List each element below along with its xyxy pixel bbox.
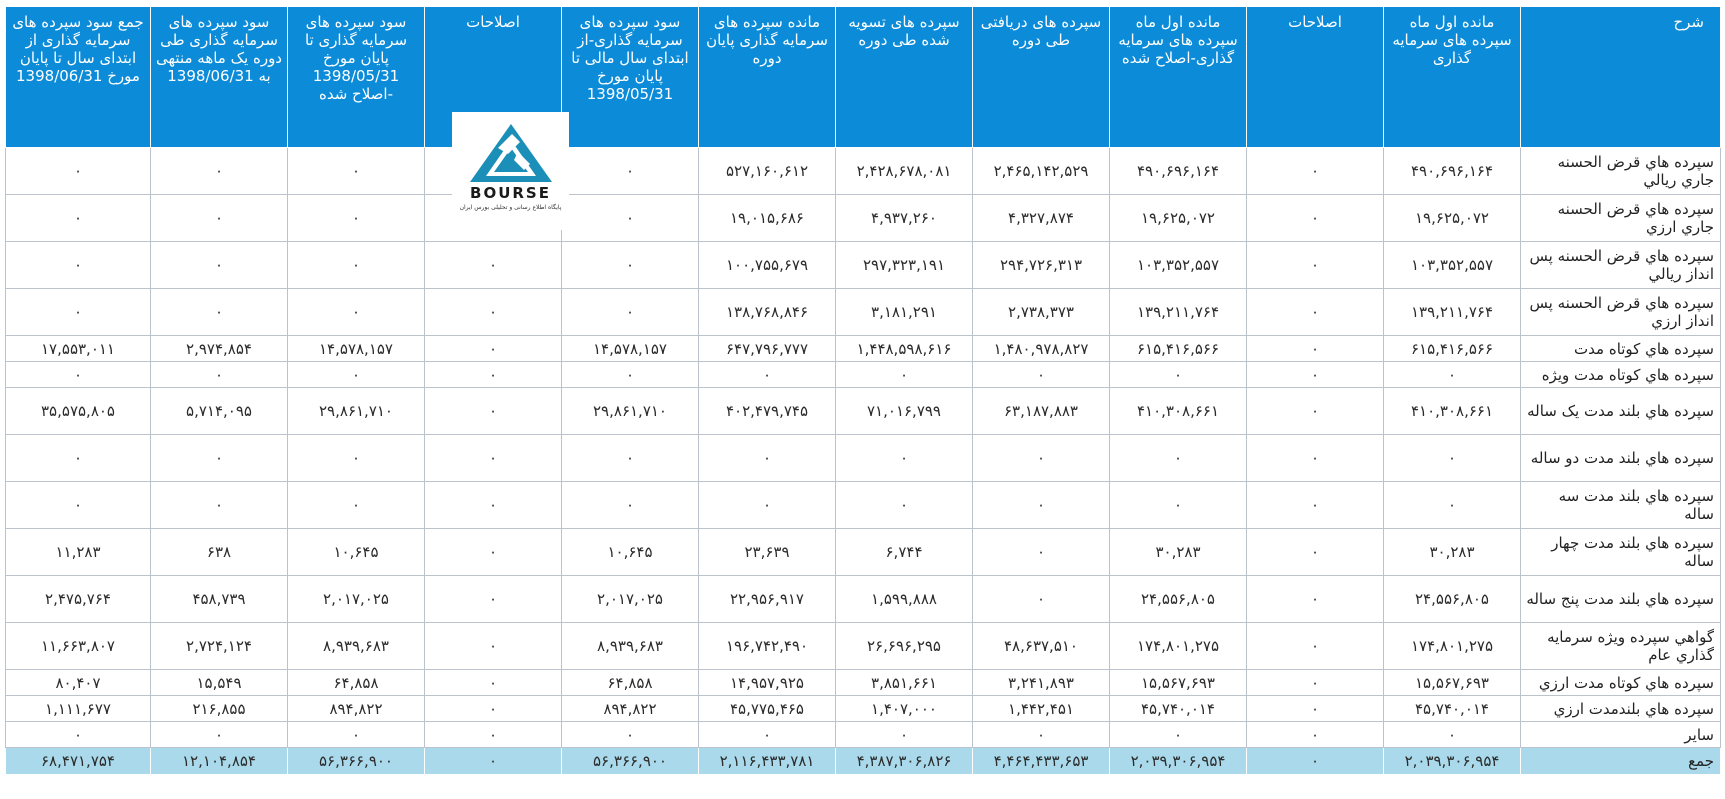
row-description: سپرده هاي بلند مدت يک ساله [1521,388,1721,435]
table-cell: ۰ [425,388,562,435]
row-description: سپرده هاي بلند مدت چهار ساله [1521,529,1721,576]
table-cell: ۰ [1384,435,1521,482]
table-cell: ۰ [562,362,699,388]
table-cell: ۰ [836,435,973,482]
investment-deposits-table [5,6,1721,775]
table-row [6,722,1721,748]
total-cell: ۰ [425,748,562,775]
table-cell: ۰ [973,482,1110,529]
table-cell: ۱۰۰,۷۵۵,۶۷۹ [699,242,836,289]
table-cell: ۰ [1247,336,1384,362]
table-cell: ۰ [425,670,562,696]
table-cell: ۴۸,۶۳۷,۵۱۰ [973,623,1110,670]
table-row [6,362,1721,388]
table-cell: ۰ [425,623,562,670]
table-cell: ۲,۷۲۴,۱۲۴ [151,623,288,670]
table-cell: ۰ [973,722,1110,748]
column-header: سپرده های دریافتی طی دوره [973,7,1110,148]
table-cell: ۶۳,۱۸۷,۸۸۳ [973,388,1110,435]
table-cell: ۱۱,۶۶۳,۸۰۷ [6,623,151,670]
total-cell: ۴,۴۶۴,۴۳۳,۶۵۳ [973,748,1110,775]
table-cell: ۷۱,۰۱۶,۷۹۹ [836,388,973,435]
table-row [6,289,1721,336]
table-cell: ۶۴,۸۵۸ [562,670,699,696]
table-row [6,482,1721,529]
column-header: مانده سپرده های سرمایه گذاری پایان دوره [699,7,836,148]
table-cell: ۳,۲۴۱,۸۹۳ [973,670,1110,696]
table-cell: ۲,۷۳۸,۳۷۳ [973,289,1110,336]
table-cell: ۴۵۸,۷۳۹ [151,576,288,623]
table-cell: ۰ [562,242,699,289]
table-row [6,696,1721,722]
total-cell: ۵۶,۳۶۶,۹۰۰ [288,748,425,775]
column-header: شرح [1521,7,1721,148]
table-cell: ۰ [1247,435,1384,482]
table-row [6,670,1721,696]
table-cell: ۱۵,۵۴۹ [151,670,288,696]
table-cell: ۰ [288,722,425,748]
table-cell: ۰ [1247,388,1384,435]
table-cell: ۰ [562,289,699,336]
table-cell: ۸,۹۳۹,۶۸۳ [562,623,699,670]
table-cell: ۳۰,۲۸۳ [1384,529,1521,576]
table-cell: ۰ [6,195,151,242]
table-cell: ۸,۹۳۹,۶۸۳ [288,623,425,670]
table-cell: ۰ [836,482,973,529]
column-header: سود سپرده های سرمایه گذاری طی دوره یک ماهه منتهی به 1398/06/31 [151,7,288,148]
table-cell: ۲۶,۶۹۶,۲۹۵ [836,623,973,670]
table-cell: ۲,۴۷۵,۷۶۴ [6,576,151,623]
table-cell: ۱,۵۹۹,۸۸۸ [836,576,973,623]
table-cell: ۰ [425,242,562,289]
table-cell: ۱,۴۴۲,۴۵۱ [973,696,1110,722]
table-cell: ۵,۷۱۴,۰۹۵ [151,388,288,435]
table-cell: ۰ [1247,529,1384,576]
column-header: سپرده های تسویه شده طی دوره [836,7,973,148]
table-cell: ۴۰۲,۴۷۹,۷۴۵ [699,388,836,435]
table-cell: ۸۹۴,۸۲۲ [562,696,699,722]
table-cell: ۰ [288,482,425,529]
table-cell: ۰ [425,576,562,623]
table-cell: ۰ [6,722,151,748]
table-cell: ۰ [1110,362,1247,388]
total-cell: ۴,۳۸۷,۳۰۶,۸۲۶ [836,748,973,775]
column-header: سود سپرده های سرمایه گذاری-از ابتدای سال مالی تا پایان مورخ 1398/05/31 [562,7,699,148]
table-cell: ۰ [425,482,562,529]
total-cell: ۵۶,۳۶۶,۹۰۰ [562,748,699,775]
table-cell: ۰ [151,435,288,482]
table-cell: ۰ [288,435,425,482]
table-cell: ۰ [425,336,562,362]
table-cell: ۰ [425,696,562,722]
table-cell: ۲۴,۵۵۶,۸۰۵ [1110,576,1247,623]
column-header: جمع سود سپرده های سرمایه گذاری از ابتدای سال تا پایان مورخ 1398/06/31 [6,7,151,148]
table-cell: ۲۲,۹۵۶,۹۱۷ [699,576,836,623]
table-cell: ۱۹,۶۲۵,۰۷۲ [1110,195,1247,242]
table-cell: ۴۵,۷۴۰,۰۱۴ [1384,696,1521,722]
table-cell: ۰ [562,148,699,195]
table-cell: ۱,۴۰۷,۰۰۰ [836,696,973,722]
table-cell: ۰ [151,242,288,289]
table-cell: ۳,۸۵۱,۶۶۱ [836,670,973,696]
table-row [6,576,1721,623]
table-cell: ۲۹۷,۳۲۳,۱۹۱ [836,242,973,289]
logo-tagline: پایگاه اطلاع رسانی و تحلیلی بورس ایران [459,204,562,211]
table-cell: ۰ [973,529,1110,576]
table-cell: ۱۳۹,۲۱۱,۷۶۴ [1384,289,1521,336]
table-cell: ۰ [562,482,699,529]
table-row [6,435,1721,482]
row-description: سپرده هاي كوتاه مدت ارزي [1521,670,1721,696]
table-cell: ۴۱۰,۳۰۸,۶۶۱ [1110,388,1247,435]
table-cell: ۲,۴۲۸,۶۷۸,۰۸۱ [836,148,973,195]
table-cell: ۰ [973,576,1110,623]
table-cell: ۶۱۵,۴۱۶,۵۶۶ [1110,336,1247,362]
table-row [6,148,1721,195]
table-cell: ۰ [562,435,699,482]
table-cell: ۵۲۷,۱۶۰,۶۱۲ [699,148,836,195]
table-cell: ۱۷۴,۸۰۱,۲۷۵ [1110,623,1247,670]
table-cell: ۰ [973,435,1110,482]
table-cell: ۰ [699,722,836,748]
table-cell: ۰ [151,148,288,195]
table-cell: ۱۷۴,۸۰۱,۲۷۵ [1384,623,1521,670]
table-cell: ۲,۰۱۷,۰۲۵ [562,576,699,623]
row-description: ساير [1521,722,1721,748]
table-cell: ۰ [1247,696,1384,722]
table-cell: ۱۰,۶۴۵ [562,529,699,576]
table-cell: ۶۱۵,۴۱۶,۵۶۶ [1384,336,1521,362]
table-cell: ۱۰۳,۳۵۲,۵۵۷ [1110,242,1247,289]
table-cell: ۰ [1247,670,1384,696]
table-cell: ۰ [151,362,288,388]
table-cell: ۶,۷۴۴ [836,529,973,576]
table-cell: ۱۹۶,۷۴۲,۴۹۰ [699,623,836,670]
table-cell: ۰ [288,289,425,336]
table-cell: ۰ [1247,623,1384,670]
total-label: جمع [1521,748,1721,775]
table-cell: ۳۰,۲۸۳ [1110,529,1247,576]
table-cell: ۰ [699,362,836,388]
table-cell: ۰ [425,289,562,336]
table-cell: ۰ [562,722,699,748]
table-cell: ۰ [6,435,151,482]
table-cell: ۰ [1247,148,1384,195]
table-cell: ۰ [6,482,151,529]
total-cell: ۰ [1247,748,1384,775]
table-cell: ۰ [1110,482,1247,529]
table-cell: ۳,۱۸۱,۲۹۱ [836,289,973,336]
table-cell: ۱۵,۵۶۷,۶۹۳ [1110,670,1247,696]
table-cell: ۱۵,۵۶۷,۶۹۳ [1384,670,1521,696]
table-cell: ۰ [6,148,151,195]
table-cell: ۲۳,۶۳۹ [699,529,836,576]
table-cell: ۴۵,۷۴۰,۰۱۴ [1110,696,1247,722]
row-description: سپرده هاي قرض الحسنه جاري ريالي [1521,148,1721,195]
table-cell: ۴,۳۲۷,۸۷۴ [973,195,1110,242]
table-cell: ۲,۰۱۷,۰۲۵ [288,576,425,623]
column-header: اصلاحات [425,7,562,148]
table-cell: ۲,۹۷۴,۸۵۴ [151,336,288,362]
table-cell: ۰ [1247,576,1384,623]
table-cell: ۰ [1247,289,1384,336]
table-row [6,195,1721,242]
table-cell: ۱۴,۹۵۷,۹۲۵ [699,670,836,696]
table-cell: ۶۴۷,۷۹۶,۷۷۷ [699,336,836,362]
header-row [6,7,1721,148]
total-row [6,748,1721,775]
table-cell: ۲۹,۸۶۱,۷۱۰ [562,388,699,435]
row-description: سپرده هاي بلند مدت پنج ساله [1521,576,1721,623]
total-cell: ۲,۱۱۶,۴۳۳,۷۸۱ [699,748,836,775]
table-cell: ۶۴,۸۵۸ [288,670,425,696]
column-header: اصلاحات [1247,7,1384,148]
column-header: سود سپرده های سرمایه گذاری تا پایان مورخ 1398/05/31 -اصلاح شده [288,7,425,148]
table-cell: ۰ [6,289,151,336]
table-row [6,388,1721,435]
table-cell: ۰ [1384,482,1521,529]
table-cell: ۱۴,۵۷۸,۱۵۷ [562,336,699,362]
table-cell: ۰ [1247,482,1384,529]
table-cell: ۰ [6,242,151,289]
table-cell: ۰ [1384,722,1521,748]
row-description: سپرده هاي قرض الحسنه پس انداز ارزي [1521,289,1721,336]
table-cell: ۱۴,۵۷۸,۱۵۷ [288,336,425,362]
table-cell: ۱,۴۴۸,۵۹۸,۶۱۶ [836,336,973,362]
table-cell: ۰ [425,722,562,748]
table-cell: ۱۷,۵۵۳,۰۱۱ [6,336,151,362]
table-cell: ۱۳۸,۷۶۸,۸۴۶ [699,289,836,336]
table-row [6,529,1721,576]
table-cell: ۰ [151,289,288,336]
table-cell: ۱۰,۶۴۵ [288,529,425,576]
table-cell: ۰ [1110,435,1247,482]
table-cell: ۰ [562,195,699,242]
table-cell: ۲۹,۸۶۱,۷۱۰ [288,388,425,435]
table-cell: ۰ [288,195,425,242]
table-cell: ۸۰,۴۰۷ [6,670,151,696]
table-cell: ۸۹۴,۸۲۲ [288,696,425,722]
table-cell: ۳۵,۵۷۵,۸۰۵ [6,388,151,435]
column-header: مانده اول ماه سپرده های سرمایه گذاری-اصلاح شده [1110,7,1247,148]
table-cell: ۴,۹۳۷,۲۶۰ [836,195,973,242]
table-cell: ۴۹۰,۶۹۶,۱۶۴ [1110,148,1247,195]
row-description: سپرده هاي قرض الحسنه پس انداز ريالي [1521,242,1721,289]
table-cell: ۴۹۰,۶۹۶,۱۶۴ [1384,148,1521,195]
table-cell: ۱۱,۲۸۳ [6,529,151,576]
table-row [6,336,1721,362]
table-cell: ۱,۴۸۰,۹۷۸,۸۲۷ [973,336,1110,362]
total-cell: ۲,۰۳۹,۳۰۶,۹۵۴ [1384,748,1521,775]
table-cell: ۱,۱۱۱,۶۷۷ [6,696,151,722]
table-cell: ۰ [1247,242,1384,289]
table-cell: ۰ [288,362,425,388]
table-cell: ۰ [288,242,425,289]
table-cell: ۰ [973,362,1110,388]
table-cell: ۰ [1110,722,1247,748]
table-cell: ۰ [699,482,836,529]
table-cell: ۱۳۹,۲۱۱,۷۶۴ [1110,289,1247,336]
table-cell: ۰ [1247,722,1384,748]
total-cell: ۲,۰۳۹,۳۰۶,۹۵۴ [1110,748,1247,775]
row-description: سپرده هاي قرض الحسنه جاري ارزي [1521,195,1721,242]
table-cell: ۰ [151,195,288,242]
bourse-logo [452,112,569,230]
table-row [6,623,1721,670]
table-cell: ۲۴,۵۵۶,۸۰۵ [1384,576,1521,623]
table-cell: ۰ [425,435,562,482]
table-row [6,242,1721,289]
row-description: سپرده هاي بلندمدت ارزي [1521,696,1721,722]
table-cell: ۰ [425,529,562,576]
row-description: سپرده هاي بلند مدت دو ساله [1521,435,1721,482]
row-description: گواهي سپرده ويژه سرمايه گذاري عام [1521,623,1721,670]
table-cell: ۰ [6,362,151,388]
table-body [6,148,1721,775]
table-cell: ۴۵,۷۷۵,۴۶۵ [699,696,836,722]
table-cell: ۰ [836,722,973,748]
bourse-logo-icon [468,122,554,184]
table-cell: ۰ [836,362,973,388]
row-description: سپرده هاي كوتاه مدت ويژه [1521,362,1721,388]
table-cell: ۰ [1247,195,1384,242]
report-table-container [5,6,1720,775]
table-cell: ۱۰۳,۳۵۲,۵۵۷ [1384,242,1521,289]
row-description: سپرده هاي بلند مدت سه ساله [1521,482,1721,529]
table-cell: ۲,۴۶۵,۱۴۲,۵۲۹ [973,148,1110,195]
total-cell: ۱۲,۱۰۴,۸۵۴ [151,748,288,775]
row-description: سپرده هاي كوتاه مدت [1521,336,1721,362]
table-cell: ۲۹۴,۷۲۶,۳۱۳ [973,242,1110,289]
table-cell: ۲۱۶,۸۵۵ [151,696,288,722]
table-cell: ۰ [288,148,425,195]
table-cell: ۰ [1384,362,1521,388]
table-cell: ۱۹,۶۲۵,۰۷۲ [1384,195,1521,242]
table-cell: ۰ [151,482,288,529]
table-cell: ۰ [699,435,836,482]
table-cell: ۶۳۸ [151,529,288,576]
table-cell: ۰ [1247,362,1384,388]
table-cell: ۰ [151,722,288,748]
logo-brand-text: BOURSE [470,184,551,202]
table-cell: ۰ [425,362,562,388]
total-cell: ۶۸,۴۷۱,۷۵۴ [6,748,151,775]
table-cell: ۴۱۰,۳۰۸,۶۶۱ [1384,388,1521,435]
table-cell: ۱۹,۰۱۵,۶۸۶ [699,195,836,242]
column-header: مانده اول ماه سپرده های سرمایه گذاری [1384,7,1521,148]
